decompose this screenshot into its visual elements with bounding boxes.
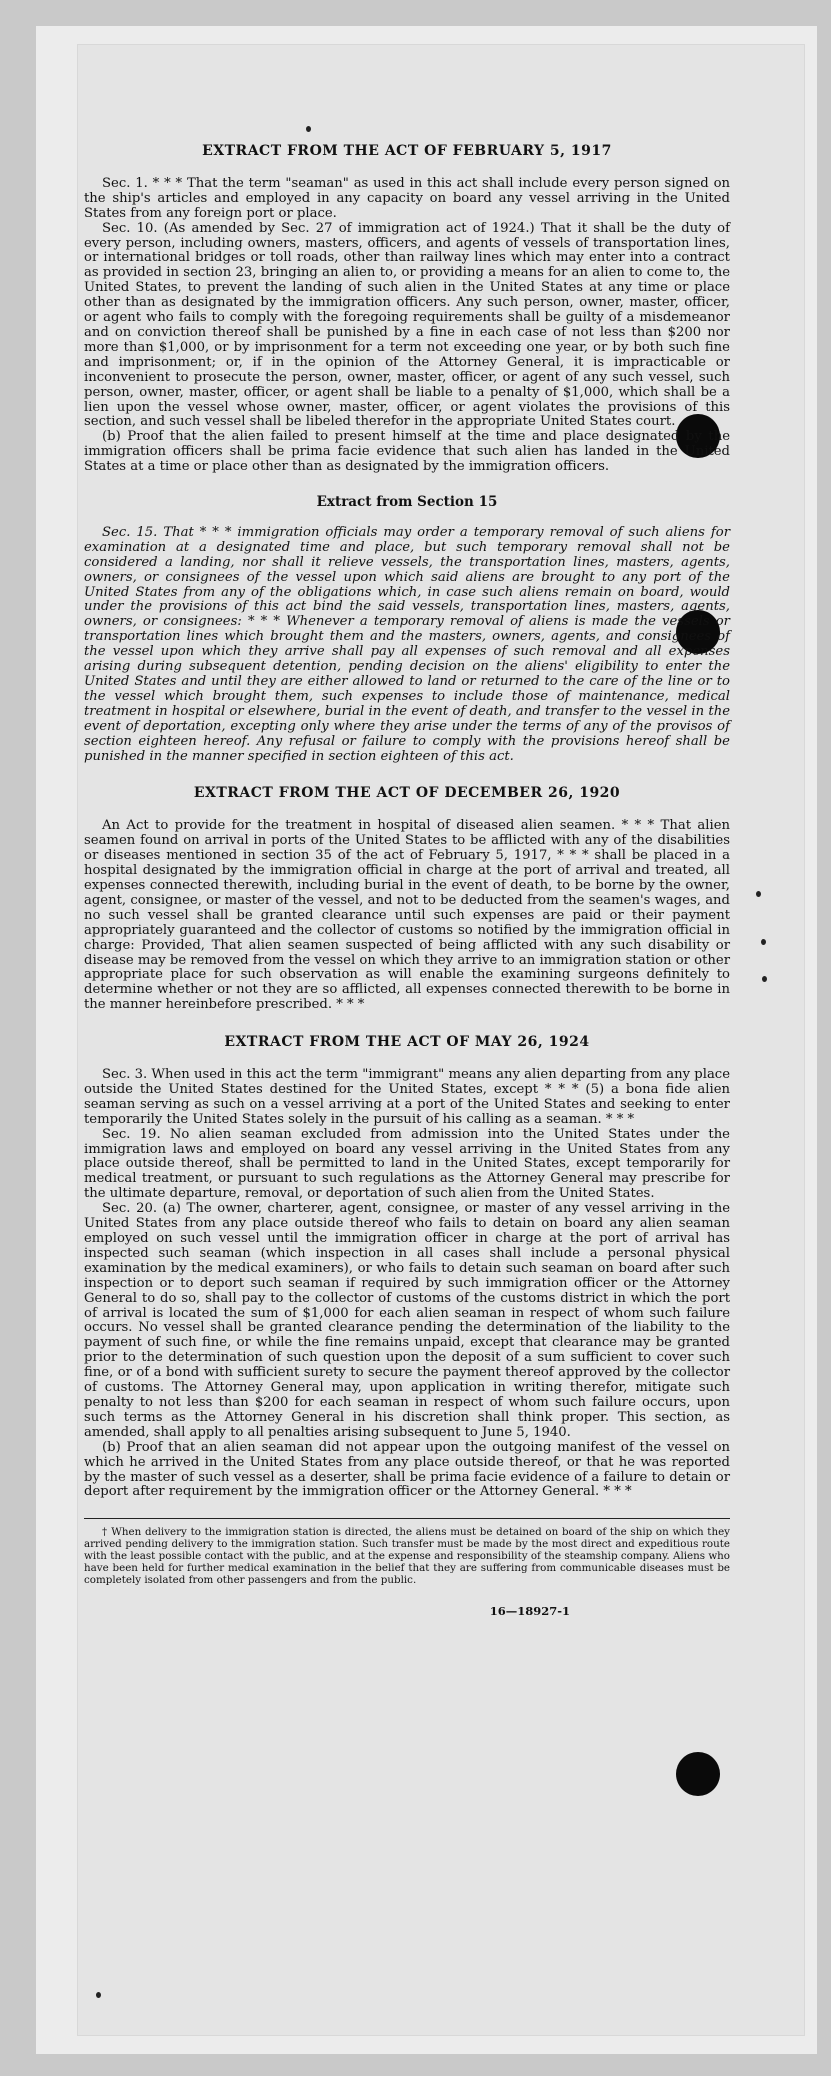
speck	[756, 891, 761, 897]
speck	[761, 939, 766, 945]
paragraph: (b) Proof that the alien failed to present himself at the time and place designated by the immigration officers shall be prima facie evidence that such alien has landed in the United States at a time or place other than as designated by the immigration officers.	[84, 429, 730, 475]
paragraph: Sec. 20. (a) The owner, charterer, agent, consignee, or master of any vessel arriving in the United States from any place outside thereof who fails to detain on board any alien seaman employed on such vessel until the immigration officer in charge at the port of arrival has inspected such seaman (which inspection in all cases shall include a personal physical examination by the medical examiners), or who fails to detain such seaman on board after such inspection or to deport such seaman if required by such immigration officer or the Attorney General to do so, shall pay to the collector of customs of the customs district in which the port of arrival is located the sum of $1,000 for each alien seaman in respect of whom such failure occurs. No vessel shall be granted clearance pending the determination of the liability to the payment of such fine, or while the fine remains unpaid, except that clearance may be granted prior to the determination of such question upon the deposit of a sum sufficient to cover such fine, or of a bond with sufficient surety to secure the payment thereof approved by the collector of customs. The Attorney General may, upon application in writing therefor, mitigate such penalty to not less than $200 for each seaman in respect of whom such failure occurs, upon such terms as the Attorney General in his discretion shall think proper. This section, as amended, shall apply to all penalties arising subsequent to June 5, 1940.	[84, 1201, 730, 1440]
document-number: 16—18927-1	[489, 1604, 570, 1619]
section-heading: EXTRACT FROM THE ACT OF DECEMBER 26, 1920	[193, 785, 621, 802]
section-subheading: Extract from Section 15	[316, 494, 498, 511]
speck	[762, 976, 767, 982]
paragraph: An Act to provide for the treatment in hospital of diseased alien seamen. * * * That alien seamen found on arrival in ports of the United States to be afflicted with any of the disabilities or diseases mentioned in section 35 of the act of February 5, 1917, * * * shall be placed in a hospital designated by the immigration official in charge at the port of arrival and treated, all expenses connected therewith, including burial in the event of death, to be borne by the owner, agent, consignee, or master of the vessel, and not to be deducted from the seamen's wages, and no such vessel shall be granted clearance until such expenses are paid or their payment appropriately guaranteed and the collector of customs so notified by the immigration official in charge: Provided, That alien seamen suspected of being afflicted with any such disability or disease may be removed from the vessel on which they arrive to an immigration station or other appropriate place for such observation as will enable the examining surgeons definitely to determine whether or not they are so afflicted, all expenses connected therewith to be borne in the manner hereinbefore prescribed. * * *	[84, 818, 730, 1013]
document-body	[84, 134, 730, 1619]
paragraph: Sec. 1. * * * That the term "seaman" as used in this act shall include every person signed on the ship's articles and employed in any capacity on board any vessel arriving in the United States from any foreign port or place.	[84, 175, 730, 221]
paragraph: (b) Proof that an alien seaman did not appear upon the outgoing manifest of the vessel on which he arrived in the United States from any place outside thereof, or that he was reported by the master of such vessel as a deserter, shall be prima facie evidence of a failure to detain or deport after requirement by the immigration officer or the Attorney General. * * *	[84, 1439, 730, 1500]
speck	[306, 126, 311, 132]
divider	[84, 1518, 730, 1519]
paragraph: Sec. 15. That * * * immigration officials may order a temporary removal of such aliens for examination at a designated time and place, but such temporary removal shall not be considered a landing, nor shall it relieve vessels, the transportation lines, masters, agents, owners, or consignees of the vessel upon which said aliens are brought to any port of the United States from any of the obligations which, in case such aliens remain on board, would under the provisions of this act bind the said vessels, transportation lines, masters, agents, owners, or consignees: * * * Whenever a temporary removal of aliens is made the vessels or transportation lines which brought them and the masters, owners, agents, and consignees of the vessel upon which they arrive shall pay all expenses of such removal and all expenses arising during subsequent detention, pending decision on the aliens' eligibility to enter the United States and until they are either allowed to land or returned to the care of the line or to the vessel which brought them, such expenses to include those of maintenance, medical treatment in hospital or elsewhere, burial in the event of death, and transfer to the vessel in the event of deportation, excepting only where they arise under the terms of any of the provisos of section eighteen hereof. Any refusal or failure to comply with the provisions hereof shall be punished in the manner specified in section eighteen of this act.	[84, 524, 730, 764]
punch-hole	[676, 1752, 720, 1796]
section-heading: EXTRACT FROM THE ACT OF FEBRUARY 5, 1917	[202, 143, 612, 159]
paragraph: Sec. 10. (As amended by Sec. 27 of immigration act of 1924.) That it shall be the duty of every person, including owners, masters, officers, and agents of vessels of transportation lines, or international bridges or toll roads, other than railway lines which may enter into a contract as provided in section 23, bringing an alien to, or providing a means for an alien to come to, the United States, to prevent the landing of such alien in the United States at any time or place other than as designated by the immigration officers. Any such person, owner, master, officer, or agent who fails to comply with the foregoing requirements shall be guilty of a misdemeanor and on conviction thereof shall be punished by a fine in each case of not less than $200 nor more than $1,000, or by imprisonment for a term not exceeding one year, or by both such fine and imprisonment; or, if in the opinion of the Attorney General, it is impracticable or inconvenient to prosecute the person, owner, master, officer, or agent of any such vessel, such person, owner, master, officer, or agent shall be liable to a penalty of $1,000, which shall be a lien upon the vessel whose owner, master, officer, or agent violates the provisions of this section, and such vessel shall be libeled therefor in the appropriate United States court.	[84, 220, 730, 430]
section-heading: EXTRACT FROM THE ACT OF MAY 26, 1924	[224, 1034, 590, 1051]
paragraph: Sec. 19. No alien seaman excluded from admission into the United States under the immigration laws and employed on board any vessel arriving in the United States from any place outside thereof, shall be permitted to land in the United States, except temporarily for medical treatment, or pursuant to such regulations as the Attorney General may prescribe for the ultimate departure, removal, or deportation of such alien from the United States.	[84, 1126, 730, 1202]
paragraph: Sec. 3. When used in this act the term "immigrant" means any alien departing from any place outside the United States destined for the United States, except * * * (5) a bona fide alien seaman serving as such on a vessel arriving at a port of the United States and seeking to enter temporarily the United States solely in the pursuit of his calling as a seaman. * * *	[84, 1067, 730, 1127]
speck	[96, 1992, 101, 1998]
footnote: † When delivery to the immigration station is directed, the aliens must be detained on board of the ship on which they arrived pending delivery to the immigration station. Such transfer must be made by the most direct and expeditious route with the least possible contact with the public, and at the expense and responsibility of the steamship company. Aliens who have been held for further medical examination in the belief that they are suffering from communicable diseases must be completely isolated from other passengers and from the public.	[84, 1526, 730, 1586]
